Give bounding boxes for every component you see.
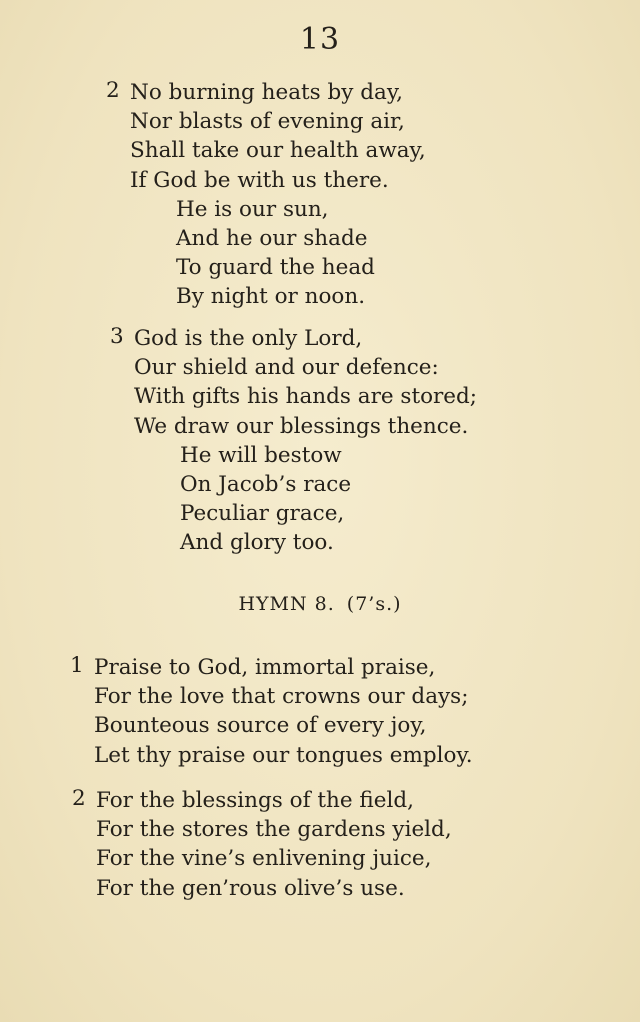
hymn-title: HYMN 8. (238, 593, 335, 615)
hymn8-stanza-2 (72, 786, 452, 903)
page-number: 13 (299, 22, 341, 57)
stanza-number: 2 (106, 78, 120, 103)
verse-line: Our shield and our defence: (134, 355, 439, 381)
verse-line: God is the only Lord, (134, 326, 363, 351)
refrain-line: And glory too. (180, 530, 334, 556)
refrain-line: To guard the head (176, 255, 375, 281)
refrain-line: Peculiar grace, (180, 501, 345, 527)
verse-line: With gifts his hands are stored; (134, 384, 478, 410)
hymn7-stanza-3 (110, 324, 477, 558)
verse-line: For the blessings of the field, (96, 788, 414, 813)
verse-line: Shall take our health away, (130, 138, 426, 164)
hymn-heading (0, 593, 640, 615)
verse-line: Let thy praise our tongues employ. (94, 742, 473, 768)
verse-line: For the love that crowns our days; (94, 684, 469, 710)
verse-line: For the gen’rous olive’s use. (96, 875, 405, 901)
refrain-line: He is our sun, (176, 196, 329, 222)
refrain-line: And he our shade (176, 225, 368, 251)
hymn8-stanza-1 (70, 653, 473, 770)
stanza-number: 1 (70, 653, 84, 678)
verse-line: If God be with us there. (130, 167, 389, 193)
verse-line: Nor blasts of evening air, (130, 109, 405, 135)
stanza-number: 2 (72, 786, 86, 811)
verse-line: For the vine’s enlivening juice, (96, 846, 432, 872)
verse-line: We draw our blessings thence. (134, 413, 469, 439)
verse-line: Praise to God, immortal praise, (94, 655, 436, 680)
refrain-line: By night or noon. (176, 284, 366, 310)
hymn7-stanza-2 (106, 78, 426, 312)
verse-line: For the stores the gardens yield, (96, 817, 452, 843)
verse-line: No burning heats by day, (130, 80, 403, 105)
verse-line: Bounteous source of every joy, (94, 713, 427, 739)
refrain-line: He will bestow (180, 442, 342, 468)
hymn-meter: (7’s.) (346, 593, 402, 615)
stanza-number: 3 (110, 324, 124, 349)
refrain-line: On Jacob’s race (180, 471, 352, 497)
